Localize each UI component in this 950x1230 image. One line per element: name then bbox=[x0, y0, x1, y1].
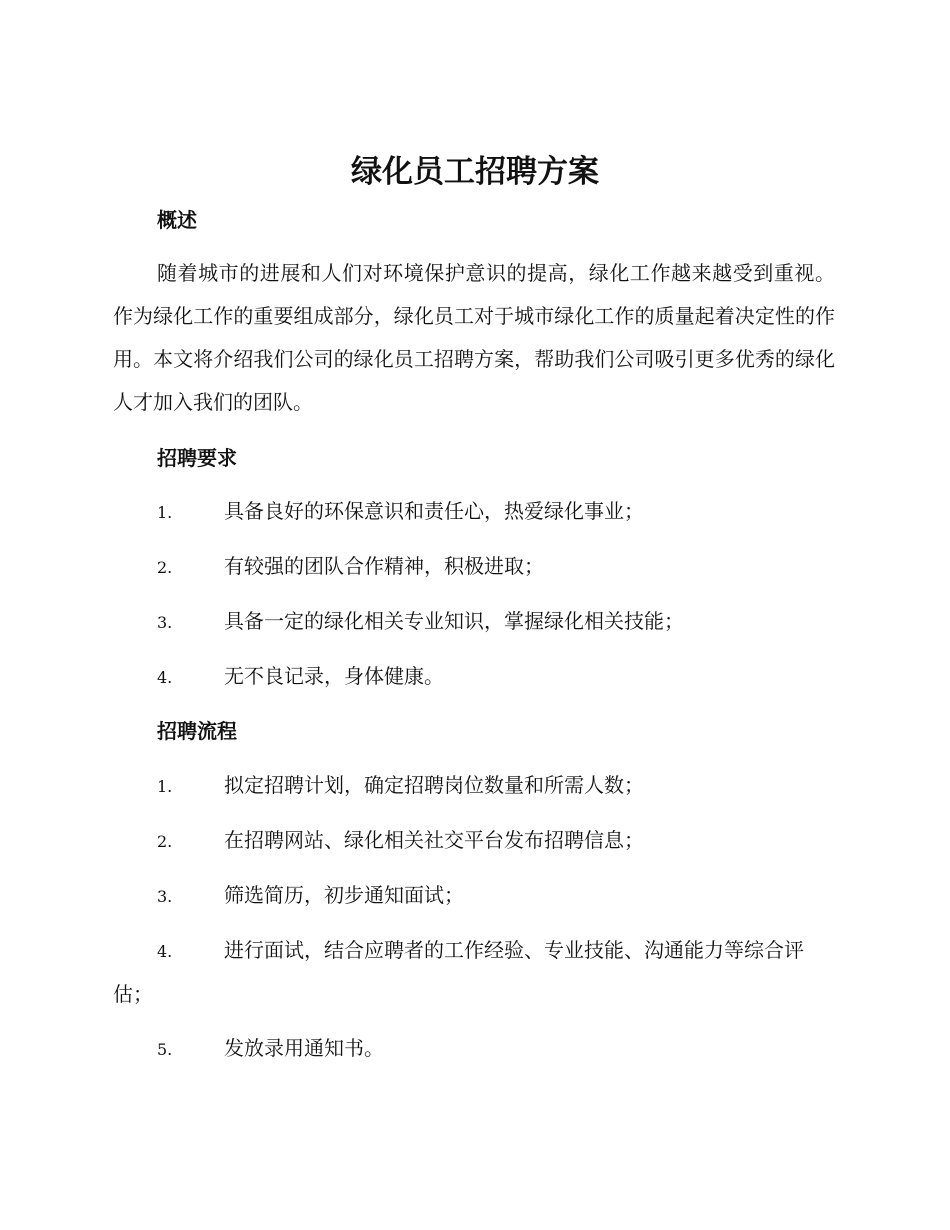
list-item-text: 具备一定的绿化相关专业知识，掌握绿化相关技能； bbox=[224, 609, 684, 633]
list-item bbox=[113, 545, 835, 589]
list-item-text: 具备良好的环保意识和责任心，热爱绿化事业； bbox=[224, 499, 644, 523]
list-item-text: 拟定招聘计划，确定招聘岗位数量和所需人数； bbox=[224, 773, 644, 797]
list-item-number: 2. bbox=[157, 832, 173, 851]
list-item-number: 5. bbox=[157, 1040, 173, 1059]
list-item-number: 1. bbox=[157, 777, 173, 796]
section-heading-requirements: 招聘要求 bbox=[157, 446, 237, 470]
list-item bbox=[113, 600, 835, 644]
list-item-number: 2. bbox=[157, 558, 173, 577]
list-item bbox=[113, 490, 835, 534]
list-item bbox=[113, 1027, 835, 1071]
list-item-text: 进行面试，结合应聘者的工作经验、专业技能、沟通能力等综合评估； bbox=[113, 938, 804, 1006]
list-item bbox=[113, 655, 835, 699]
overview-paragraph: 随着城市的进展和人们对环境保护意识的提高，绿化工作越来越受到重视。作为绿化工作的重要组成部分，绿化员工对于城市绿化工作的质量起着决定性的作用。本文将介绍我们公司的绿化员工招聘方案，帮助我们公司吸引更多优秀的绿化人才加入我们的团队。 bbox=[113, 261, 835, 414]
document-title: 绿化员工招聘方案 bbox=[351, 154, 599, 190]
list-item-text: 在招聘网站、绿化相关社交平台发布招聘信息； bbox=[224, 828, 644, 852]
list-item bbox=[113, 874, 835, 918]
list-item bbox=[113, 929, 835, 1016]
section-heading-process: 招聘流程 bbox=[157, 719, 237, 743]
list-item-number: 1. bbox=[157, 503, 173, 522]
list-item bbox=[113, 764, 835, 808]
list-item-number: 4. bbox=[157, 942, 173, 961]
list-item-text: 筛选简历，初步通知面试； bbox=[224, 883, 464, 907]
list-item-text: 无不良记录，身体健康。 bbox=[224, 664, 444, 688]
section-heading-overview: 概述 bbox=[157, 208, 197, 232]
list-item-text: 发放录用通知书。 bbox=[224, 1036, 384, 1060]
list-item-number: 3. bbox=[157, 887, 173, 906]
list-item-number: 3. bbox=[157, 613, 173, 632]
list-item bbox=[113, 819, 835, 863]
list-item-text: 有较强的团队合作精神，积极进取； bbox=[224, 554, 544, 578]
list-item-number: 4. bbox=[157, 668, 173, 687]
